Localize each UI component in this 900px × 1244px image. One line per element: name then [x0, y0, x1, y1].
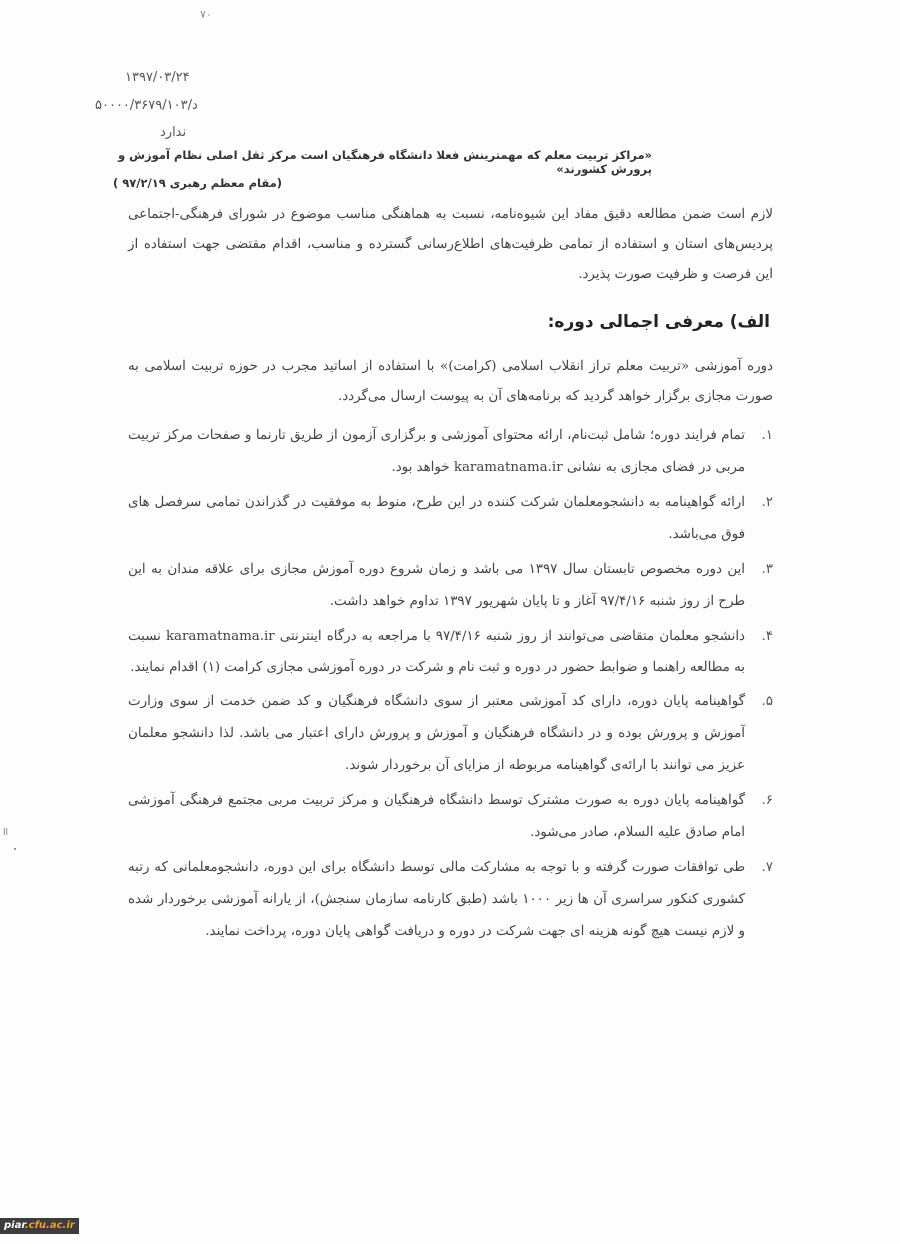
list-item — [128, 852, 773, 948]
intro-paragraph: لازم است ضمن مطالعه دقیق مفاد این شیوه‌نامه، نسبت به هماهنگی مناسب موضوع در شورای فرهنگی-اجتماعی پردیس‌های استان و استفاده از تمامی ظرفیت‌های اطلاع‌رسانی گسترده و مناسب، اقدام مقتضی جهت استفاده از این فرصت و ظرفیت صورت پذیرد. — [128, 207, 773, 282]
letter-attachment: ندارد — [160, 125, 187, 140]
item-text: تمام فرایند دوره؛ شامل ثبت‌نام، ارائه محتوای آموزشی و برگزاری آزمون از طریق تارنما و صفحات مرکز تربیت مربی در فضای مجازی به نشانی karamatnama.ir خواهد بود. — [128, 428, 745, 475]
item-number: ۶. — [761, 793, 773, 808]
item-number: ۷. — [761, 860, 773, 875]
letter-date: ۱۳۹۷/۰۳/۲۴ — [125, 70, 190, 85]
list-item — [128, 621, 773, 683]
item-text: گواهینامه پایان دوره، دارای کد آموزشی معتبر از سوی دانشگاه فرهنگیان و کد ضمن خدمت از سوی وزارت آموزش و پرورش بوده و در دانشگاه فرهنگیان و آموزش و پرورش دارای اعتبار می باشد. لذا دانشجو معلمان عزیز می توانند با ارائه‌ی گواهینامه مربوطه از مزایای آن برخوردار شوند. — [128, 694, 745, 773]
list-item — [128, 487, 773, 551]
badge-prefix: piar — [4, 1220, 25, 1231]
item-number: ۴. — [761, 629, 773, 644]
section-description: دوره آموزشی «تربیت معلم تراز انقلاب اسلامی (کرامت)» با استفاده از اساتید مجرب در حوزه تربیت اسلامی به صورت مجازی برگزار خواهد گردید که برنامه‌های آن به پیوست ارسال می‌گردد. — [128, 359, 773, 404]
item-number: ۵. — [761, 694, 773, 709]
quote-source: (مقام معظم رهبری ۹۷/۲/۱۹ ) — [113, 176, 282, 190]
item-number: ۱. — [761, 428, 773, 443]
item-text: طی توافقات صورت گرفته و با توجه به مشارکت مالی توسط دانشگاه برای این دوره، دانشجومعلمانی که رتبه کشوری کنکور سراسری آن ها زیر ۱۰۰۰ باشد (طبق کارنامه سازمان سنجش)، از یارانه آموزشی برخوردار شده و لازم نیست هیچ گونه هزینه ای جهت شرکت در دوره و دریافت گواهی پایان دوره، پرداخت نمایند. — [128, 860, 745, 939]
page-number: ۷۰ — [200, 8, 212, 21]
badge-suffix: .cfu.ac.ir — [24, 1220, 75, 1231]
margin-dot — [14, 848, 16, 850]
item-number: ۲. — [761, 495, 773, 510]
course-details-list — [128, 420, 773, 951]
list-item — [128, 686, 773, 782]
margin-mark: اا — [3, 828, 9, 838]
section-heading: الف) معرفی اجمالی دوره: — [547, 312, 770, 332]
letter-reference-number: د/۵۰۰۰۰/۳۶۷۹/۱۰۳ — [95, 98, 198, 113]
list-item — [128, 785, 773, 849]
list-item — [128, 554, 773, 618]
item-number: ۳. — [761, 562, 773, 577]
item-text: دانشجو معلمان متقاضی می‌توانند از روز شنبه ۹۷/۴/۱۶ با مراجعه به درگاه اینترنتی karamatnama.ir نسبت به مطالعه راهنما و ضوابط حضور در دوره و ثبت نام و شرکت در دوره آموزشی مجازی کرامت (۱) اقدام نمایند. — [128, 629, 745, 675]
site-badge-link[interactable] — [0, 1218, 79, 1234]
list-item — [128, 420, 773, 484]
item-text: این دوره مخصوص تابستان سال ۱۳۹۷ می باشد و زمان شروع دوره آموزش مجازی برای علاقه مندان به این طرح از روز شنبه ۹۷/۴/۱۶ آغاز و تا پایان شهریور ۱۳۹۷ تداوم خواهد داشت. — [128, 562, 746, 609]
item-text: گواهینامه پایان دوره به صورت مشترک توسط دانشگاه فرهنگیان و مرکز تربیت مربی مجتمع فرهنگی آموزشی امام صادق علیه السلام، صادر می‌شود. — [128, 793, 745, 840]
leader-quote: «مراکز تربیت معلم که مهمترینش فعلا دانشگاه فرهنگیان است مرکز ثقل اصلی نظام آموزش و پرورش کشورند» — [118, 148, 652, 176]
item-text: ارائه گواهینامه به دانشجومعلمان شرکت کننده در این طرح، منوط به موفقیت در گذراندن تمامی سرفصل های فوق می‌باشد. — [128, 495, 745, 542]
